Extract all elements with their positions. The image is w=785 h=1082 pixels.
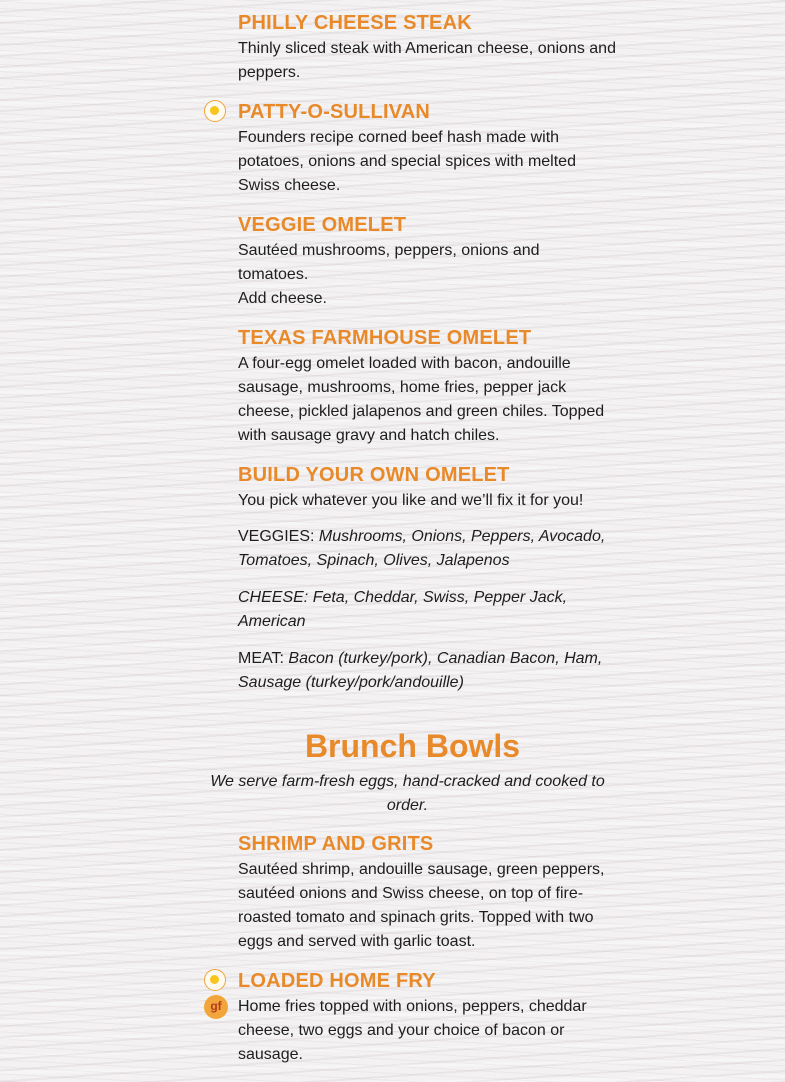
egg-icon (204, 100, 226, 122)
item-description-loaded-home-fry: Home fries topped with onions, peppers, cheddar cheese, two eggs and your choice of bacon or sausage. (238, 998, 587, 1063)
item-description-shrimp-and-grits: Sautéed shrimp, andouille sausage, green peppers, sautéed onions and Swiss cheese, on top of fire-roasted tomato and spinach grits. Topped with two eggs and served with garlic toast. (238, 861, 605, 950)
cheese-list: CHEESE: Feta, Cheddar, Swiss, Pepper Jack, American (238, 589, 568, 630)
item-title-texas-farmhouse-omelet: TEXAS FARMHOUSE OMELET (238, 327, 532, 349)
egg-icon (204, 969, 226, 991)
omelet-option-veggies (238, 525, 633, 573)
omelet-option-meat (238, 647, 633, 695)
item-title-build-your-own-omelet: BUILD YOUR OWN OMELET (238, 464, 510, 486)
veggies-label: VEGGIES: (238, 528, 315, 545)
item-title-loaded-home-fry: LOADED HOME FRY (238, 970, 436, 992)
section-subtitle-brunch-bowls: We serve farm-fresh eggs, hand-cracked and cooked to order. (210, 773, 605, 814)
meat-label: MEAT: (238, 650, 284, 667)
gluten-free-icon: gf (204, 995, 228, 1019)
item-description-patty-o-sullivan: Founders recipe corned beef hash made with potatoes, onions and special spices with melted Swiss cheese. (238, 129, 576, 194)
veggies-list: Mushrooms, Onions, Peppers, Avocado, Tomatoes, Spinach, Olives, Jalapenos (238, 528, 606, 569)
item-title-shrimp-and-grits: SHRIMP AND GRITS (238, 833, 434, 855)
section-title-brunch-bowls: Brunch Bowls (304, 728, 521, 764)
item-title-veggie-omelet: VEGGIE OMELET (238, 214, 407, 236)
item-description-veggie-omelet: Sautéed mushrooms, peppers, onions and tomatoes. (238, 242, 540, 283)
omelet-option-cheese (238, 586, 578, 634)
item-title-philly-cheese-steak: PHILLY CHEESE STEAK (238, 12, 472, 34)
item-description-texas-farmhouse-omelet: A four-egg omelet loaded with bacon, andouille sausage, mushrooms, home fries, pepper jack cheese, pickled jalapenos and green chiles. Topped with sausage gravy and hatch chiles. (238, 355, 605, 444)
item-title-patty-o-sullivan: PATTY-O-SULLIVAN (238, 101, 431, 123)
item-description-build-your-own-omelet: You pick whatever you like and we’ll fix it for you! (238, 492, 584, 509)
item-description-philly-cheese-steak: Thinly sliced steak with American cheese, onions and peppers. (238, 40, 616, 81)
item-note-veggie-omelet: Add cheese. (238, 290, 327, 307)
meat-list: Bacon (turkey/pork), Canadian Bacon, Ham, Sausage (turkey/pork/andouille) (238, 650, 603, 691)
